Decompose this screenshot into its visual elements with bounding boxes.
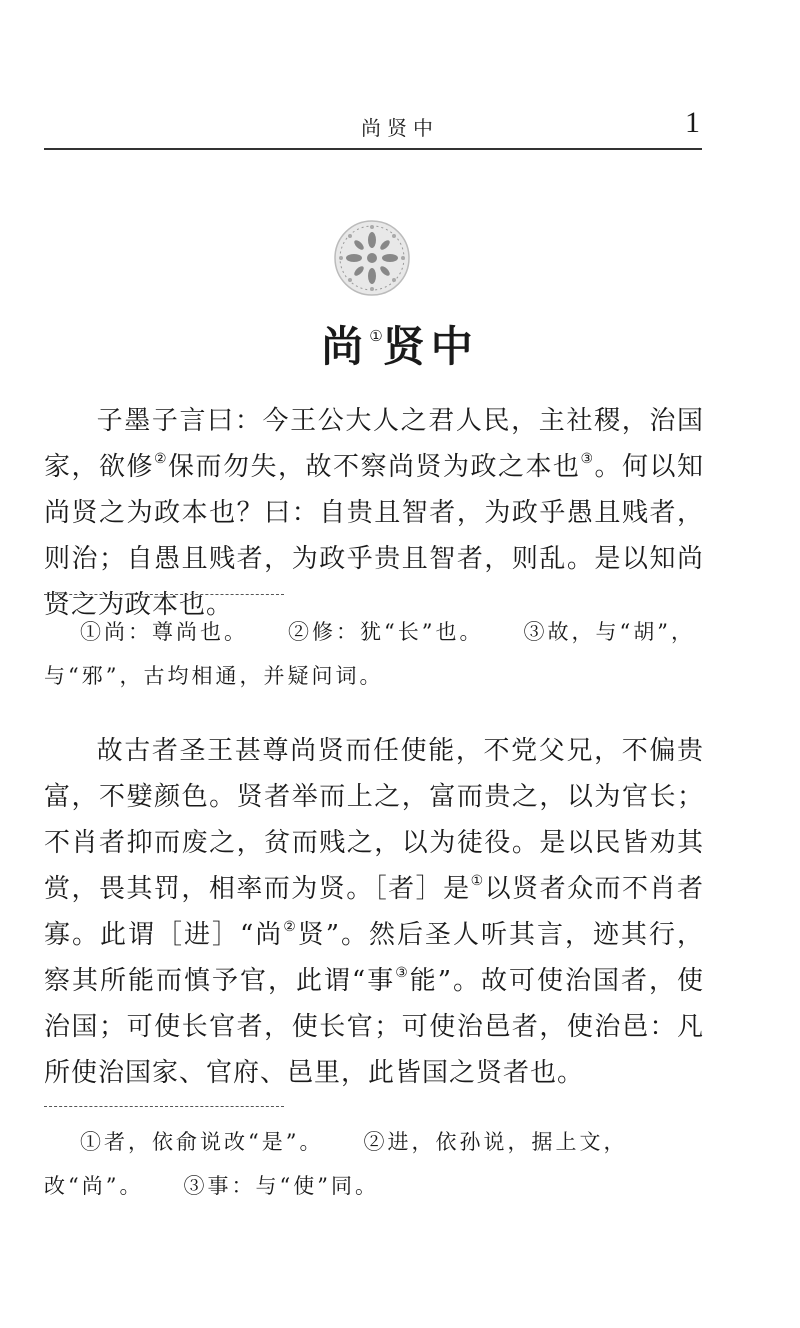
footnote-separator — [44, 1106, 284, 1107]
main-paragraph-2 — [44, 728, 704, 1096]
footnote: ②进，依孙说，据上文，改“尚”。 — [44, 1130, 628, 1198]
chapter-title-part1: 尚 — [321, 322, 370, 371]
footnote: ③故，与“胡”，与“邪”，古均相通，并疑问词。 — [44, 620, 695, 688]
text-run: 贤”。然后圣人听其言，迹其行，察其所能而慎予官，此谓“事 — [44, 920, 704, 996]
text-run: 保而勿失，故不察尚贤为政之本也 — [168, 452, 581, 482]
footnote: ①者，依俞说改“是”。 — [80, 1130, 324, 1154]
footnote-mark: ③ — [395, 965, 410, 981]
chapter-title — [0, 314, 800, 374]
footnote-mark: ① — [470, 873, 485, 889]
running-head: 尚贤中 — [361, 116, 439, 140]
chapter-ornament-icon — [332, 218, 412, 298]
header-rule — [44, 148, 702, 150]
footnote: ①尚：尊尚也。 — [80, 620, 248, 644]
text-run: 故古者圣王甚尊尚贤而任使能，不党父兄，不偏贵富，不嬖颜色。贤者举而上之，富而贵之，以为官长；不肖者抑而废之，贫而贱之，以为徒役。是以民皆劝其赏，畏其罚，相率而为贤。［者］是 — [44, 736, 704, 904]
chapter-title-part2: 贤中 — [382, 322, 479, 371]
text-run: 能”。故可使治国者，使治国；可使长官者，使长官；可使治邑者，使治邑：凡所使治国家、官府、邑里，此皆国之贤者也。 — [44, 966, 704, 1088]
footnote-mark: ③ — [580, 451, 595, 467]
text-run: 以贤者众而不肖者寡。此谓［进］“尚 — [44, 874, 704, 950]
chapter-title-note-mark: ① — [369, 327, 383, 345]
footnote-separator — [44, 594, 284, 595]
footnotes-1 — [44, 610, 704, 698]
footnote-mark: ② — [283, 919, 298, 935]
footnote: ②修：犹“长”也。 — [288, 620, 484, 644]
footnote-mark: ② — [153, 451, 169, 467]
page-number: 1 — [685, 106, 700, 139]
text-run: 。何以知尚贤之为政本也？曰：自贵且智者，为政乎愚且贱者，则治；自愚且贱者，为政乎贵且智者，则乱。是以知尚贤之为政本也。 — [44, 452, 704, 620]
footnotes-2 — [44, 1120, 704, 1208]
footnote: ③事：与“使”同。 — [183, 1174, 379, 1198]
text-run: 子墨子言曰：今王公大人之君人民，主社稷，治国家，欲修 — [44, 406, 704, 482]
